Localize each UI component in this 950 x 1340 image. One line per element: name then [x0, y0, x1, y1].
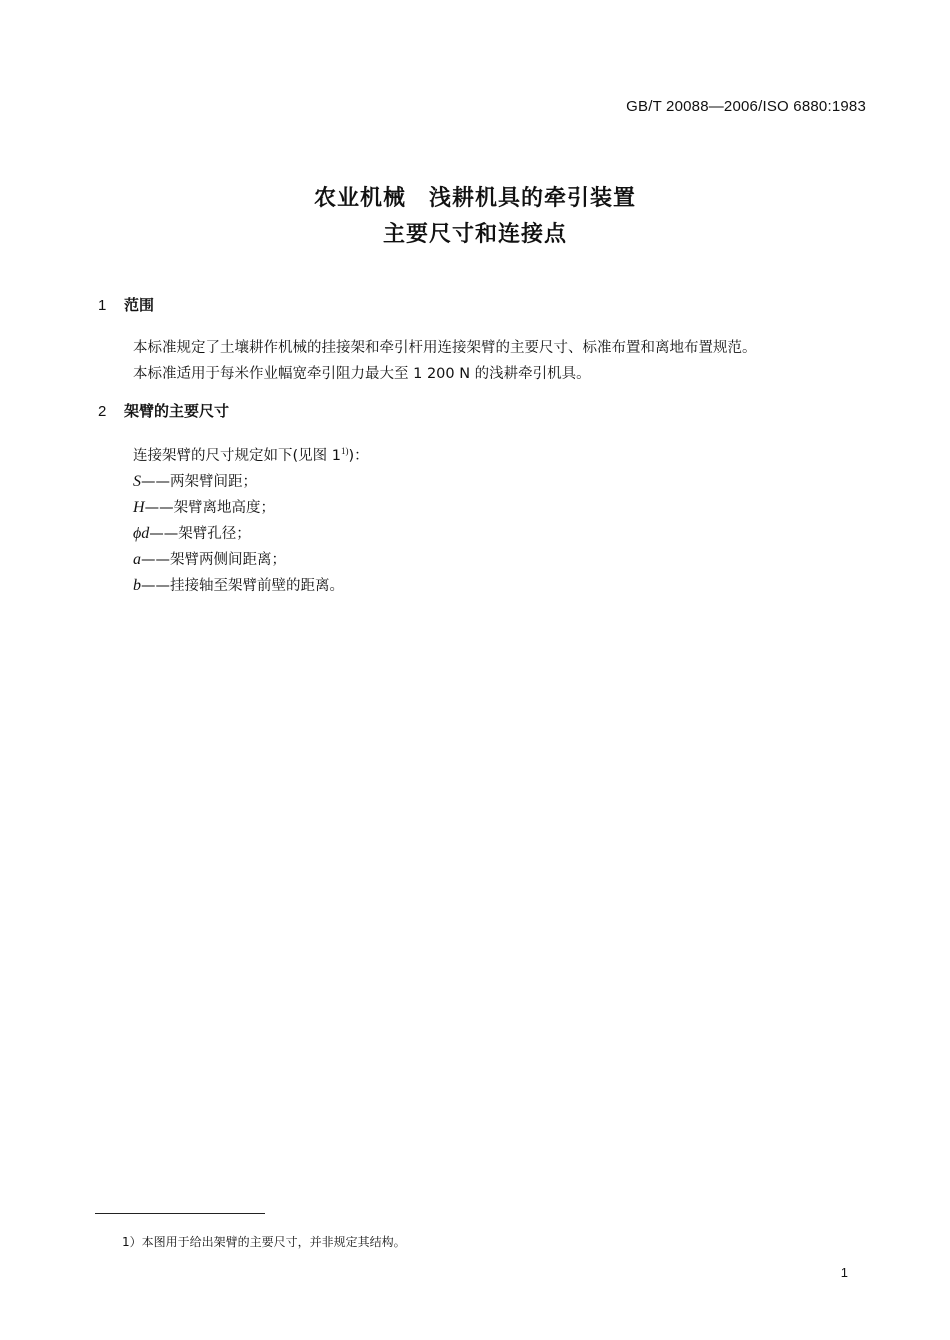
symbol: a [133, 550, 141, 568]
symbol: H [133, 498, 145, 516]
definition-item: H——架臂离地高度； [133, 498, 276, 516]
scope-paragraph-1: 本标准规定了土壤耕作机械的挂接架和牵引杆用连接架臂的主要尺寸、标准布置和离地布置规范。 [133, 340, 757, 356]
definition-item: a——架臂两侧间距离； [133, 550, 286, 568]
page-number: 1 [840, 1265, 848, 1280]
symbol: b [133, 576, 141, 594]
section-1-heading [98, 294, 154, 315]
standard-code: GB/T 20088—2006/ISO 6880:1983 [626, 98, 866, 115]
section-2-heading [98, 400, 229, 421]
section-title: 架臂的主要尺寸 [124, 402, 230, 420]
definitions-intro: 连接架臂的尺寸规定如下(见图 1$^{1)}$)： [133, 446, 369, 464]
document-title-line1: 农业机械 浅耕机具的牵引装置 [313, 186, 636, 211]
footnote: 1）本图用于给出架臂的主要尺寸，并非规定其结构。 [122, 1235, 406, 1249]
footnote-reference: 1) [341, 446, 349, 456]
symbol: ϕd [133, 524, 150, 542]
section-number: 2 [98, 403, 107, 420]
scope-paragraph-2: 本标准适用于每米作业幅宽牵引阻力最大至 1 200 N 的浅耕牵引机具。 [133, 366, 591, 382]
section-number: 1 [98, 297, 107, 314]
dimension-definitions [133, 438, 369, 599]
definition-item: S——两架臂间距； [133, 472, 257, 490]
footnote-divider [95, 1213, 265, 1214]
document-title-line2: 主要尺寸和连接点 [382, 222, 567, 247]
section-title: 范围 [124, 296, 155, 314]
symbol: S [133, 472, 141, 490]
definition-item: b——挂接轴至架臂前壁的距离。 [133, 576, 344, 594]
definition-item: ϕd——架臂孔径； [133, 524, 251, 542]
